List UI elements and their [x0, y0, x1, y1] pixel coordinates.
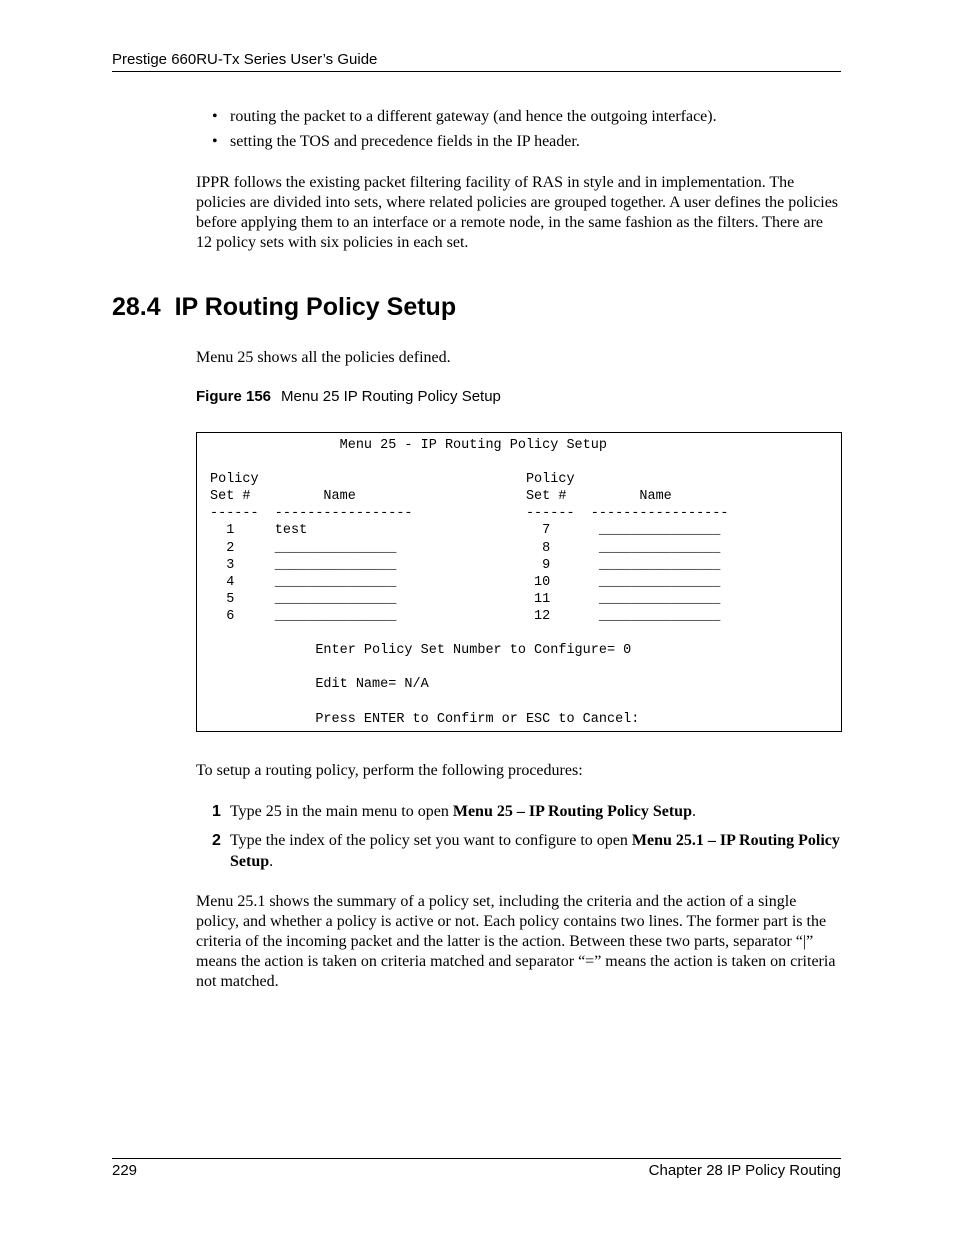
step-number: 2 [212, 832, 221, 849]
step-text [230, 830, 842, 872]
intro-paragraph: IPPR follows the existing packet filtering facility of RAS in style and in implementation. The policies are divided into sets, where related policies are grouped together. A user defines the policies before applying them to an interface or a remote node, in the same fashion as the filters. There are 12 policy sets with six policies in each set. [196, 174, 839, 251]
page-number: 229 [112, 1162, 138, 1179]
procedure-steps [212, 801, 842, 880]
step-menu-name: Menu 25.1 – IP Routing Policy Setup [230, 832, 840, 870]
footer-rule [112, 1158, 841, 1159]
chapter-title: Chapter 28 IP Policy Routing [648, 1162, 841, 1179]
menu-intro-text: Menu 25 shows all the policies defined. [196, 349, 451, 366]
summary-paragraph: Menu 25.1 shows the summary of a policy set, including the criteria and the action of a single policy, and whether a policy is active or not. Each policy contains two lines. The former part is the criteria of the incoming packet and the latter is the action. Between these two parts, separator “|” means the action is taken on criteria matched and separator “=” means the action is taken on criteria not matched. [196, 893, 836, 990]
section-number: 28.4 [112, 293, 161, 321]
bullet-symbol: • [212, 133, 218, 150]
step-text-plain: Type 25 in the main menu to open [230, 803, 453, 820]
step-menu-name: Menu 25 – IP Routing Policy Setup [452, 803, 692, 820]
step-text-end: . [269, 853, 274, 870]
figure-caption-text: Menu 25 IP Routing Policy Setup [281, 388, 501, 405]
bullet-symbol: • [212, 108, 218, 125]
procedure-step [212, 801, 842, 822]
step-text [230, 801, 842, 822]
menu-screen-figure [196, 432, 842, 732]
running-header-title: Prestige 660RU-Tx Series User’s Guide [112, 51, 378, 68]
bullet-item [212, 107, 717, 127]
step-number: 1 [212, 803, 221, 820]
header-rule [112, 71, 841, 72]
step-text-end: . [691, 803, 696, 820]
bullet-text: setting the TOS and precedence fields in the IP header. [230, 133, 580, 150]
step-text-plain: Type the index of the policy set you want to configure to open [230, 832, 632, 849]
bullet-list [212, 107, 717, 157]
menu-screen-text: Menu 25 - IP Routing Policy Setup Policy Policy Set # Name Set # Name ------ ----------------- ------ ----------------- 1 test 7 _______________ 2 _______________ 8 _______________ 3 _______________ 9 _______________ 4 _______________ 10 _______________ 5 _______________ 11 _______________ 6 _______________ 12 _______________ Enter Policy Set Number to Configure= 0 Edit Name= N/A Press ENTER to Confirm or ESC to Cancel: [210, 438, 729, 727]
section-title: IP Routing Policy Setup [174, 293, 457, 321]
figure-label: Figure 156 [196, 388, 272, 405]
bullet-item [212, 132, 717, 152]
section-heading [112, 293, 456, 322]
procedure-intro: To setup a routing policy, perform the following procedures: [196, 762, 583, 779]
procedure-step [212, 830, 842, 872]
bullet-text: routing the packet to a different gateway (and hence the outgoing interface). [230, 108, 717, 125]
figure-caption [196, 388, 501, 405]
